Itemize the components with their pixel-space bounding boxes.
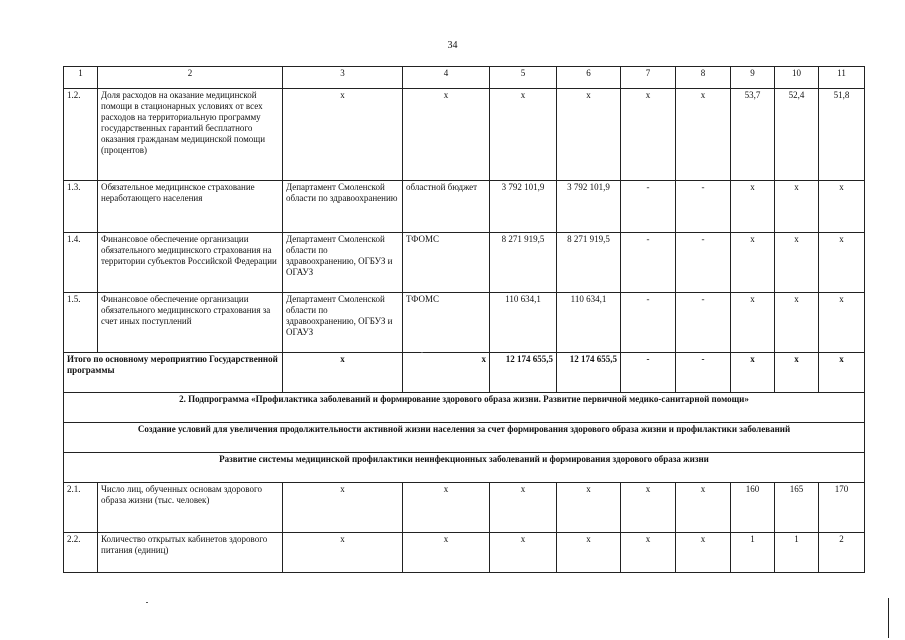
task-title: Развитие системы медицинской профилактики неинфекционных заболеваний и формирования здорового образа жизни — [64, 453, 865, 483]
cell-col4: ТФОМС — [403, 293, 490, 353]
table-row — [64, 293, 865, 353]
row-name: Число лиц, обученных основам здорового образа жизни (тыс. человек) — [98, 483, 283, 533]
cell-col8: х — [676, 483, 731, 533]
header-cell: 1 — [64, 67, 98, 89]
total-col5: 12 174 655,5 — [490, 353, 557, 393]
program-table — [63, 66, 865, 573]
cell-col5: 110 634,1 — [490, 293, 557, 353]
cell-col9: 53,7 — [731, 89, 775, 181]
header-cell: 3 — [283, 67, 403, 89]
table-row — [64, 483, 865, 533]
goal-row — [64, 423, 865, 453]
cell-col6: х — [557, 89, 621, 181]
cell-col9: х — [731, 293, 775, 353]
cell-col7: х — [621, 89, 676, 181]
scan-speck — [421, 352, 423, 353]
row-number: 1.3. — [64, 181, 98, 233]
row-number: 1.2. — [64, 89, 98, 181]
row-number: 1.5. — [64, 293, 98, 353]
cell-col7: х — [621, 533, 676, 573]
table-row — [64, 89, 865, 181]
cell-col11: 170 — [819, 483, 865, 533]
cell-col6: 8 271 919,5 — [557, 233, 621, 293]
total-col7: - — [621, 353, 676, 393]
cell-col3: Департамент Смоленской области по здравоохранению — [283, 181, 403, 233]
cell-col8: - — [676, 293, 731, 353]
task-row — [64, 453, 865, 483]
total-col11: х — [819, 353, 865, 393]
subprogram-row — [64, 393, 865, 423]
cell-col6: х — [557, 533, 621, 573]
cell-col8: - — [676, 233, 731, 293]
header-cell: 6 — [557, 67, 621, 89]
cell-col7: - — [621, 233, 676, 293]
cell-col11: х — [819, 293, 865, 353]
row-name: Обязательное медицинское страхование неработающего населения — [98, 181, 283, 233]
cell-col10: х — [775, 181, 819, 233]
cell-col5: х — [490, 483, 557, 533]
header-cell: 11 — [819, 67, 865, 89]
scan-speck — [146, 602, 148, 603]
cell-col8: х — [676, 89, 731, 181]
cell-col4: ТФОМС — [403, 233, 490, 293]
cell-col11: 51,8 — [819, 89, 865, 181]
row-name: Финансовое обеспечение организации обязательного медицинского страхования на территории субъектов Российской Федерации — [98, 233, 283, 293]
cell-col3: х — [283, 483, 403, 533]
total-label: Итого по основному мероприятию Государственной программы — [64, 353, 283, 393]
subprogram-title: 2. Подпрограмма «Профилактика заболеваний и формирование здорового образа жизни. Развитие первичной медико-санитарной помощи» — [64, 393, 865, 423]
cell-col9: 1 — [731, 533, 775, 573]
cell-col8: - — [676, 181, 731, 233]
cell-col3: Департамент Смоленской области по здравоохранению, ОГБУЗ и ОГАУЗ — [283, 233, 403, 293]
total-col3: х — [283, 353, 403, 393]
cell-col3: х — [283, 533, 403, 573]
header-cell: 2 — [98, 67, 283, 89]
cell-col3: х — [283, 89, 403, 181]
total-col8: - — [676, 353, 731, 393]
row-number: 2.2. — [64, 533, 98, 573]
header-cell: 4 — [403, 67, 490, 89]
row-number: 1.4. — [64, 233, 98, 293]
cell-col9: х — [731, 233, 775, 293]
cell-col5: 8 271 919,5 — [490, 233, 557, 293]
header-cell: 8 — [676, 67, 731, 89]
cell-col9: х — [731, 181, 775, 233]
header-cell: 9 — [731, 67, 775, 89]
cell-col9: 160 — [731, 483, 775, 533]
cell-col3: Департамент Смоленской области по здравоохранению, ОГБУЗ и ОГАУЗ — [283, 293, 403, 353]
cell-col5: 3 792 101,9 — [490, 181, 557, 233]
cell-col5: х — [490, 89, 557, 181]
row-name: Финансовое обеспечение организации обязательного медицинского страхования за счет иных поступлений — [98, 293, 283, 353]
cell-col10: 52,4 — [775, 89, 819, 181]
total-col4: х — [403, 353, 490, 393]
header-row — [64, 67, 865, 89]
cell-col4: х — [403, 483, 490, 533]
cell-col10: 1 — [775, 533, 819, 573]
cell-col7: - — [621, 181, 676, 233]
header-cell: 7 — [621, 67, 676, 89]
cell-col11: 2 — [819, 533, 865, 573]
cell-col6: 110 634,1 — [557, 293, 621, 353]
table-row — [64, 181, 865, 233]
page-number: 34 — [447, 40, 458, 51]
cell-col7: х — [621, 483, 676, 533]
cell-col11: х — [819, 181, 865, 233]
row-number: 2.1. — [64, 483, 98, 533]
scan-margin-line — [888, 598, 889, 638]
row-name: Доля расходов на оказание медицинской помощи в стационарных условиях от всех расходов на территориальную программу государственных гарантий бесплатного оказания гражданам медицинской помощи (процентов) — [98, 89, 283, 181]
cell-col8: х — [676, 533, 731, 573]
row-name: Количество открытых кабинетов здорового питания (единиц) — [98, 533, 283, 573]
total-col10: х — [775, 353, 819, 393]
cell-col5: х — [490, 533, 557, 573]
cell-col10: х — [775, 293, 819, 353]
cell-col6: х — [557, 483, 621, 533]
cell-col4: х — [403, 533, 490, 573]
cell-col7: - — [621, 293, 676, 353]
table-row — [64, 533, 865, 573]
header-cell: 10 — [775, 67, 819, 89]
cell-col10: 165 — [775, 483, 819, 533]
header-cell: 5 — [490, 67, 557, 89]
cell-col11: х — [819, 233, 865, 293]
total-col9: х — [731, 353, 775, 393]
table-row — [64, 233, 865, 293]
goal-title: Создание условий для увеличения продолжительности активной жизни населения за счет формирования здорового образа жизни и профилактики заболеваний — [64, 423, 865, 453]
total-col6: 12 174 655,5 — [557, 353, 621, 393]
cell-col4: областной бюджет — [403, 181, 490, 233]
cell-col6: 3 792 101,9 — [557, 181, 621, 233]
cell-col4: х — [403, 89, 490, 181]
cell-col10: х — [775, 233, 819, 293]
total-row — [64, 353, 865, 393]
